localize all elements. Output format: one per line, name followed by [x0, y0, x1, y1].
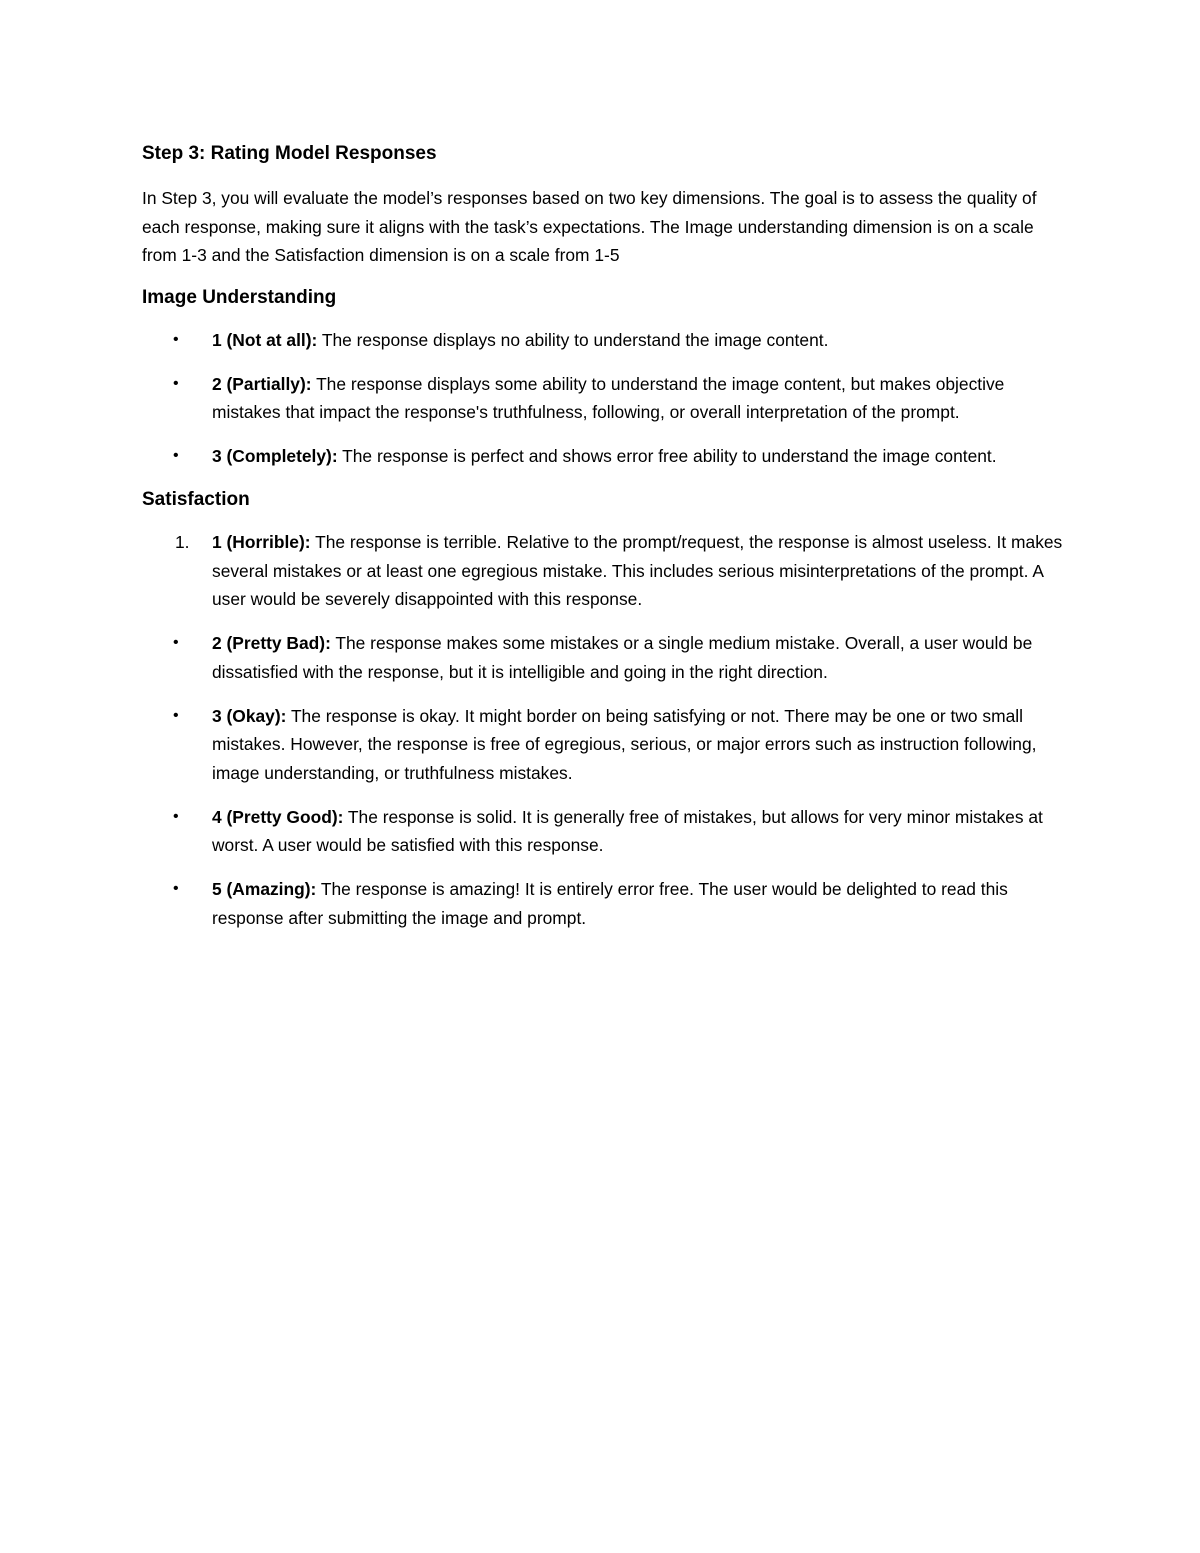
rating-description: The response is solid. It is generally free of mistakes, but allows for very minor mistakes at worst. A user would be satisfied with this response. — [212, 806, 1043, 855]
rating-label: 3 (Completely): — [212, 446, 338, 466]
bullet-marker: • — [173, 807, 179, 825]
rating-label: 4 (Pretty Good): — [212, 806, 344, 827]
section-heading-satisfaction: Satisfaction — [142, 489, 250, 510]
image-understanding-list — [142, 326, 1072, 471]
rating-label: 2 (Partially): — [212, 373, 312, 394]
list-item — [142, 442, 1072, 471]
list-item — [142, 803, 1072, 860]
rating-description: The response is perfect and shows error free ability to understand the image content. — [337, 446, 997, 466]
bullet-marker: • — [173, 374, 179, 392]
page-title: Step 3: Rating Model Responses — [142, 143, 437, 164]
list-item — [142, 528, 1072, 614]
satisfaction-list — [142, 528, 1072, 932]
document-page — [142, 140, 1072, 948]
rating-label: 5 (Amazing): — [212, 879, 317, 899]
list-item — [142, 702, 1072, 788]
rating-description: The response is terrible. Relative to the prompt/request, the response is almost useless. It makes several mistakes or at least one egregious mistake. This includes serious misinterpretations of the prompt. A user would be severely disappointed with this response. — [212, 532, 1063, 609]
intro-paragraph: In Step 3, you will evaluate the model’s responses based on two key dimensions. The goal is to assess the quality of each response, making sure it aligns with the task’s expectations. The Image understanding dimension is on a scale from 1-3 and the Satisfaction dimension is on a scale from 1-5 — [142, 188, 1037, 265]
list-item — [142, 629, 1072, 686]
rating-description: The response displays some ability to understand the image content, but makes objective mistakes that impact the response's truthfulness, following, or overall interpretation of the prompt. — [212, 373, 1005, 422]
section-heading-image-understanding: Image Understanding — [142, 286, 337, 308]
bullet-marker: • — [173, 330, 179, 348]
list-item — [142, 370, 1072, 427]
bullet-marker: • — [173, 880, 179, 897]
rating-label: 1 (Not at all): — [212, 329, 318, 350]
bullet-marker: • — [173, 706, 179, 724]
rating-description: The response is amazing! It is entirely error free. The user would be delighted to read this response after submitting the image and prompt. — [212, 879, 1008, 928]
bullet-marker: • — [173, 634, 179, 651]
rating-description: The response displays no ability to understand the image content. — [317, 329, 829, 350]
rating-description: The response is okay. It might border on being satisfying or not. There may be one or two small mistakes. However, the response is free of egregious, serious, or major errors such as instruction following, image understanding, or truthfulness mistakes. — [212, 705, 1037, 783]
rating-label: 3 (Okay): — [212, 705, 287, 726]
list-item — [142, 875, 1072, 932]
rating-description: The response makes some mistakes or a single medium mistake. Overall, a user would be dissatisfied with the response, but it is intelligible and going in the right direction. — [212, 633, 1033, 682]
rating-label: 2 (Pretty Bad): — [212, 633, 331, 653]
rating-label: 1 (Horrible): — [212, 532, 311, 552]
list-item — [142, 326, 1072, 355]
number-marker: 1. — [175, 532, 190, 552]
bullet-marker: • — [173, 447, 179, 464]
